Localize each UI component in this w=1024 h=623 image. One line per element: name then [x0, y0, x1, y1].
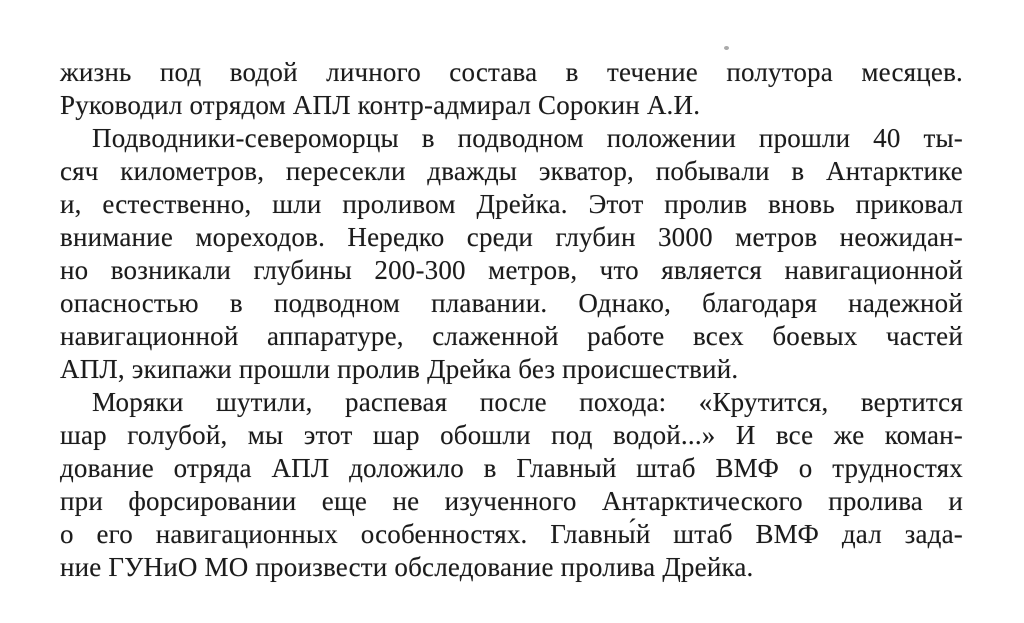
- scan-speck: [724, 46, 729, 50]
- text-line-14: при форсировании еще не изученного Антарктического пролива и: [60, 486, 963, 516]
- text-line-6: внимание мореходов. Нередко среди глубин 3000 метров неожидан-: [60, 222, 963, 252]
- text-line-4: сяч километров, пересекли дважды экватор, побывали в Антарктике: [60, 156, 963, 186]
- text-line-16: ние ГУНиО МО произвести обследование пролива Дрейка.: [60, 552, 754, 582]
- text-line-3: Подводники-североморцы в подводном положении прошли 40 ты-: [92, 123, 963, 153]
- page-text: [60, 56, 963, 584]
- text-line-2: Руководил отрядом АПЛ контр-адмирал Сорокин А.И.: [60, 90, 701, 120]
- text-line-5: и, естественно, шли проливом Дрейка. Этот пролив вновь приковал: [60, 189, 963, 219]
- text-line-7: но возникали глубины 200-300 метров, что является навигационной: [60, 255, 963, 285]
- text-line-12: шар голубой, мы этот шар обошли под водой...» И все же коман-: [60, 420, 963, 450]
- text-line-15: о его навигационных особенностях. Главны́й штаб ВМФ дал зада-: [60, 519, 963, 549]
- text-line-9: навигационной аппаратуре, слаженной работе всех боевых частей: [60, 321, 963, 351]
- text-line-8: опасностью в подводном плавании. Однако, благодаря надежной: [60, 288, 963, 318]
- text-line-11: Моряки шутили, распевая после похода: «Крутится, вертится: [92, 387, 963, 417]
- text-line-10: АПЛ, экипажи прошли пролив Дрейка без происшествий.: [60, 354, 739, 384]
- text-line-13: дование отряда АПЛ доложило в Главный штаб ВМФ о трудностях: [60, 453, 963, 483]
- text-line-1: жизнь под водой личного состава в течение полутора месяцев.: [60, 57, 963, 87]
